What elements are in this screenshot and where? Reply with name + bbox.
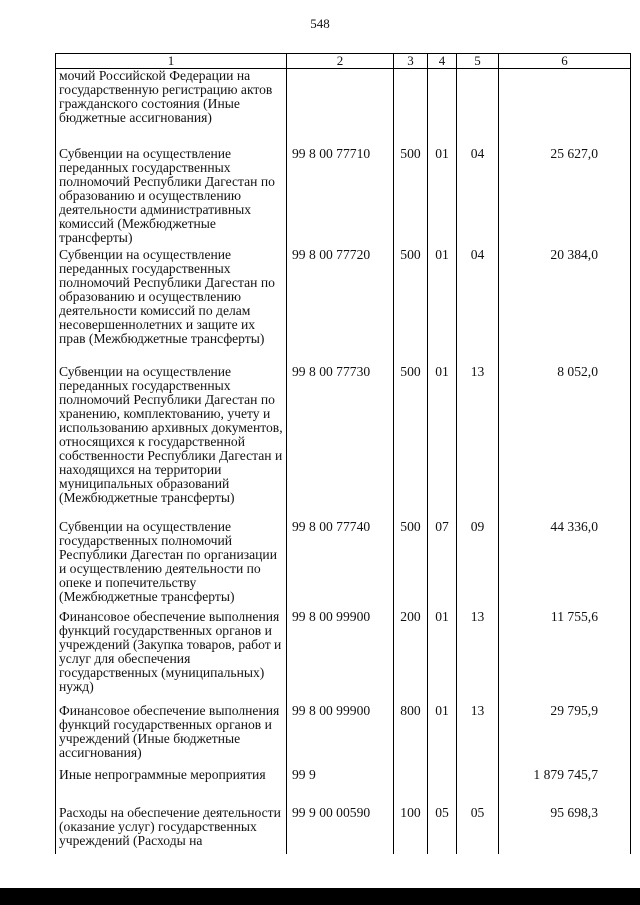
row-rz: 01 (428, 365, 457, 520)
row-name: Финансовое обеспечение выполнения функций государственных органов и учреждений (Закупка товаров, работ и услуг для обеспечения государственных (муниципальных) нужд) (56, 610, 287, 704)
row-pr (457, 768, 499, 806)
header-col-6: 6 (499, 54, 631, 69)
row-name: Финансовое обеспечение выполнения функций государственных органов и учреждений (Иные бюджетные ассигнования) (56, 704, 287, 768)
row-pr: 05 (457, 806, 499, 854)
row-rz: 07 (428, 520, 457, 610)
table-header-row (56, 54, 631, 69)
scan-bottom-edge (0, 888, 640, 905)
row-code: 99 8 00 77730 (287, 365, 394, 520)
table-row (56, 248, 631, 365)
row-sum: 29 795,9 (499, 704, 631, 768)
row-pr: 04 (457, 248, 499, 365)
header-col-1: 1 (56, 54, 287, 69)
row-sum: 44 336,0 (499, 520, 631, 610)
row-rz: 01 (428, 147, 457, 248)
row-rz: 05 (428, 806, 457, 854)
row-sum: 95 698,3 (499, 806, 631, 854)
row-pr: 13 (457, 704, 499, 768)
table-row (56, 806, 631, 854)
row-sum: 1 879 745,7 (499, 768, 631, 806)
row-rz: 01 (428, 704, 457, 768)
row-vr: 500 (394, 248, 428, 365)
row-code: 99 8 00 99900 (287, 704, 394, 768)
row-rz: 01 (428, 248, 457, 365)
header-col-2: 2 (287, 54, 394, 69)
table-row (56, 704, 631, 768)
row-name: Расходы на обеспечение деятельности (оказание услуг) государственных учреждений (Расходы на (56, 806, 287, 854)
row-name: Субвенции на осуществление переданных государственных полномочий Республики Дагестан по образованию и осуществлению деятельности административных комиссий (Межбюджетные трансферты) (56, 147, 287, 248)
row-code: 99 9 (287, 768, 394, 806)
row-name: Субвенции на осуществление переданных государственных полномочий Республики Дагестан по хранению, комплектованию, учету и использованию архивных документов, относящихся к государственной собственности Республики Дагестан и находящихся на территории муниципальных образований (Межбюджетные трансферты) (56, 365, 287, 520)
row-vr (394, 768, 428, 806)
row-pr: 09 (457, 520, 499, 610)
header-col-3: 3 (394, 54, 428, 69)
table-row (56, 147, 631, 248)
row-name: Субвенции на осуществление переданных государственных полномочий Республики Дагестан по образованию и осуществлению деятельности комиссий по делам несовершеннолетних и защите их прав (Межбюджетные трансферты) (56, 248, 287, 365)
row-code: 99 8 00 77720 (287, 248, 394, 365)
table-row (56, 610, 631, 704)
row-rz (428, 69, 457, 147)
row-vr (394, 69, 428, 147)
row-code: 99 9 00 00590 (287, 806, 394, 854)
row-sum: 11 755,6 (499, 610, 631, 704)
row-name: Субвенции на осуществление государственных полномочий Республики Дагестан по организации и осуществлению деятельности по опеке и попечительству (Межбюджетные трансферты) (56, 520, 287, 610)
row-code (287, 69, 394, 147)
row-vr: 200 (394, 610, 428, 704)
budget-table (55, 53, 631, 854)
row-vr: 500 (394, 520, 428, 610)
header-col-5: 5 (457, 54, 499, 69)
row-code: 99 8 00 99900 (287, 610, 394, 704)
table-row (56, 768, 631, 806)
row-vr: 800 (394, 704, 428, 768)
row-sum: 20 384,0 (499, 248, 631, 365)
row-sum (499, 69, 631, 147)
row-pr: 13 (457, 610, 499, 704)
table-row (56, 69, 631, 147)
row-name: мочий Российской Федерации на государственную регистрацию актов гражданского состояния (Иные бюджетные ассигнования) (56, 69, 287, 147)
row-pr (457, 69, 499, 147)
row-sum: 25 627,0 (499, 147, 631, 248)
row-pr: 13 (457, 365, 499, 520)
page-number: 548 (310, 16, 330, 31)
row-code: 99 8 00 77710 (287, 147, 394, 248)
row-sum: 8 052,0 (499, 365, 631, 520)
table-row (56, 365, 631, 520)
row-vr: 500 (394, 365, 428, 520)
row-rz (428, 768, 457, 806)
row-rz: 01 (428, 610, 457, 704)
row-pr: 04 (457, 147, 499, 248)
header-col-4: 4 (428, 54, 457, 69)
row-name: Иные непрограммные мероприятия (56, 768, 287, 806)
row-code: 99 8 00 77740 (287, 520, 394, 610)
row-vr: 500 (394, 147, 428, 248)
row-vr: 100 (394, 806, 428, 854)
table-row (56, 520, 631, 610)
